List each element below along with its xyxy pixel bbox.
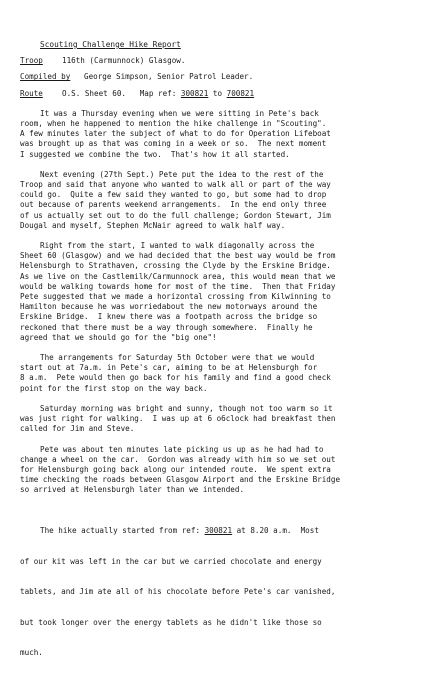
compiled-value: George Simpson, Senior Patrol Leader. bbox=[84, 72, 254, 82]
report-body bbox=[20, 109, 426, 496]
route-ref-to: 700821 bbox=[226, 88, 255, 98]
route-to: to bbox=[212, 88, 223, 98]
paragraph-line: Troop and said that anyone who wanted to walk all or part of the way bbox=[20, 180, 331, 190]
paragraph-line: change a wheel on the car. Gordon was already with him so we set out bbox=[20, 454, 336, 464]
paragraph bbox=[20, 445, 426, 496]
paragraph-line: Saturday morning was bright and sunny, though not too warm so it bbox=[40, 403, 333, 413]
compiled-label: Compiled by bbox=[20, 72, 71, 82]
final-pre-text: The hike actually started from ref: bbox=[40, 525, 205, 535]
paragraph-line: Dougal and myself, Stephen McNair agreed to walk half way. bbox=[20, 220, 286, 230]
paragraph bbox=[20, 241, 426, 343]
paragraph-line: was just right for walking. I was up at 6 o6clock had breakfast then bbox=[20, 414, 336, 424]
final-ref: 300821 bbox=[204, 525, 233, 535]
paragraph-line: I suggested we combine the two. That's how it all started. bbox=[20, 149, 290, 159]
paragraph-line: but took longer over the energy tablets as he didn't like those so bbox=[20, 617, 322, 627]
paragraph-line: The arrangements for Saturday 5th October were that we would bbox=[40, 353, 315, 363]
paragraph-line: Sheet 60 (Glasgow) and we had decided that the best way would be from bbox=[20, 251, 336, 261]
paragraph-line: called for Jim and Steve. bbox=[20, 424, 135, 434]
route-mapref-label: Map ref: bbox=[139, 88, 177, 98]
paragraph-line: out because of parents weekend arrangements. In the end only three bbox=[20, 200, 327, 210]
route-label: Route bbox=[20, 88, 43, 98]
paragraph-line: could go. Quite a few said they wanted to go, but some had to drop bbox=[20, 190, 327, 200]
paragraph-line: As we live on the Castlemilk/Carmunnock area, this would mean that we bbox=[20, 271, 336, 281]
paragraph bbox=[20, 109, 426, 160]
paragraph-line: was brought up as that was coming in a week or so. The next moment bbox=[20, 139, 327, 149]
paragraph-line: agreed that we should go for the "big one"! bbox=[20, 332, 217, 342]
paragraph-line: of our kit was left in the car but we carried chocolate and energy bbox=[20, 556, 322, 566]
paragraph-line: point for the first stop on the way back. bbox=[20, 383, 208, 393]
paragraph-line: Next evening (27th Sept.) Pete put the idea to the rest of the bbox=[40, 169, 324, 179]
route-row bbox=[20, 89, 426, 99]
troop-value: 116th (Carmunnock) Glasgow. bbox=[62, 56, 186, 66]
paragraph-line: 8 a.m. Pete would then go back for his family and find a good check bbox=[20, 373, 331, 383]
troop-row bbox=[20, 56, 426, 66]
paragraph-line bbox=[20, 526, 426, 536]
paragraph-line: room, when he happened to mention the hike challenge in "Scouting". bbox=[20, 119, 327, 129]
paragraph-line: time checking the roads between Glasgow Airport and the Erskine Bridge bbox=[20, 475, 341, 485]
paragraph-line: Pete was about ten minutes late picking us up as he had had to bbox=[40, 444, 324, 454]
paragraph-line: of us actually set out to do the full challenge; Gordon Stewart, Jim bbox=[20, 210, 331, 220]
paragraph-line: Helensburgh to Strathaven, crossing the Clyde by the Erskine Bridge. bbox=[20, 261, 331, 271]
paragraph-final bbox=[20, 506, 426, 679]
paragraph-line: reckoned that there must be a way through somewhere. Finally he bbox=[20, 322, 313, 332]
paragraph-line: A few minutes later the subject of what to do for Operation Lifeboat bbox=[20, 129, 331, 139]
route-ref-from: 300821 bbox=[180, 88, 209, 98]
paragraph-line: much. bbox=[20, 648, 43, 658]
paragraph-line: Erskine Bridge. I knew there was a footpath across the bridge so bbox=[20, 312, 318, 322]
final-post-text: at 8.20 a.m. Most bbox=[232, 525, 319, 535]
paragraph-line: would be walking towards home for most of the time. Then that Friday bbox=[20, 281, 336, 291]
paragraph-line: Pete suggested that we made a horizontal crossing from Kilwinning to bbox=[20, 292, 331, 302]
compiled-row bbox=[20, 72, 426, 82]
paragraph-line: so arrived at Helensburgh later than we intended. bbox=[20, 485, 245, 495]
troop-label: Troop bbox=[20, 56, 43, 66]
paragraph bbox=[20, 353, 426, 394]
route-sheet: O.S. Sheet 60. bbox=[62, 88, 127, 98]
paragraph bbox=[20, 404, 426, 435]
paragraph-line: Hamilton because he was worriedabout the new motorways around the bbox=[20, 302, 318, 312]
paragraph-line: It was a Thursday evening when we were sitting in Pete's back bbox=[40, 108, 319, 118]
paragraph-line: start out at 7a.m. in Pete's car, aiming to be at Helensburgh for bbox=[20, 363, 318, 373]
paragraph bbox=[20, 170, 426, 231]
paragraph-line: tablets, and Jim ate all of his chocolate before Pete's car vanished, bbox=[20, 587, 336, 597]
report-title: Scouting Challenge Hike Report bbox=[40, 40, 181, 49]
paragraph-line: for Helensburgh going back along our intended route. We spent extra bbox=[20, 464, 331, 474]
paragraph-line: Right from the start, I wanted to walk diagonally across the bbox=[40, 241, 315, 251]
